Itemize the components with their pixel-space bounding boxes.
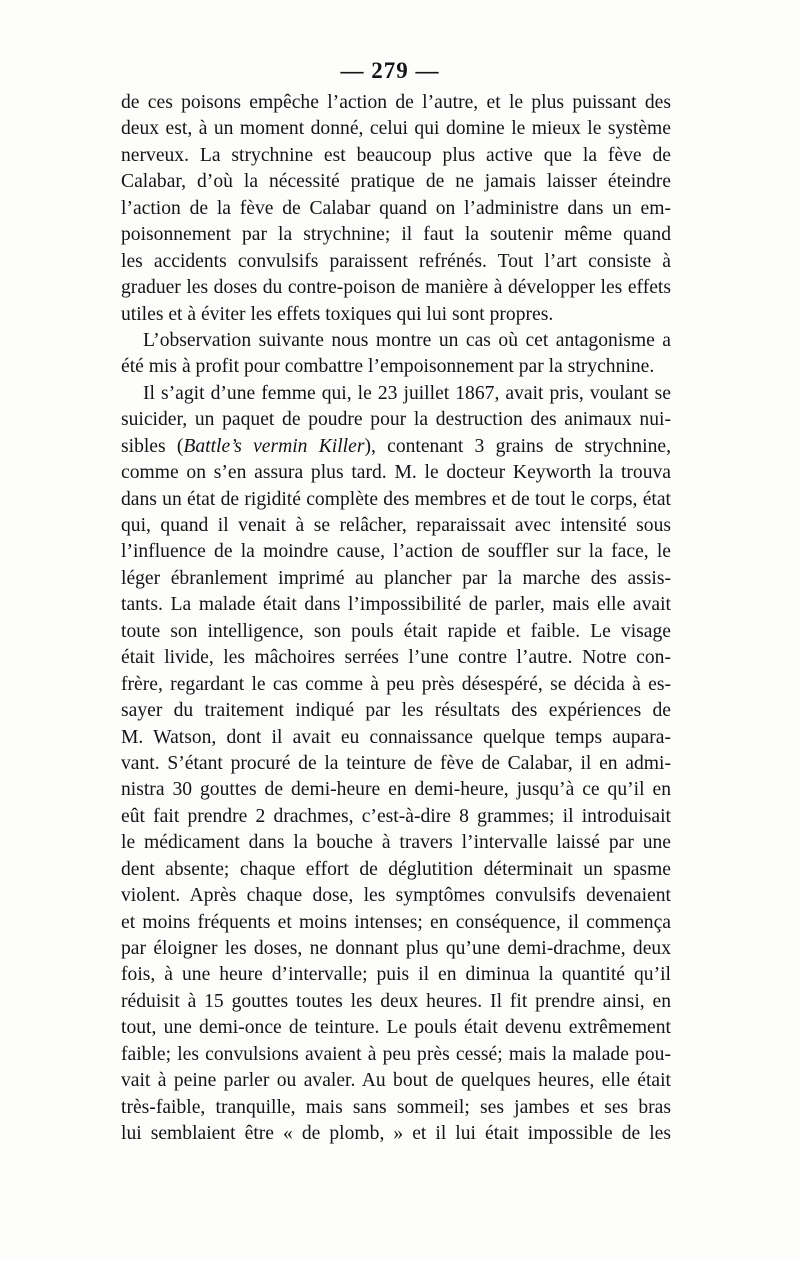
text-line: l’action de la fève de Calabar quand on l’administre dans un em-	[121, 197, 671, 219]
italic-title: Battle’s vermin Killer	[183, 435, 365, 457]
text-line: tout, une demi-once de teinture. Le pouls était devenu extrêmement	[121, 1017, 671, 1039]
text-line: l’influence de la moindre cause, l’action de souffler sur la face, le	[121, 541, 671, 563]
text-line: utiles et à éviter les effets toxiques qui lui sont propres.	[121, 303, 554, 325]
text-line: nistra 30 gouttes de demi-heure en demi-heure, jusqu’à ce qu’il en	[121, 779, 671, 801]
text-line: très-faible, tranquille, mais sans sommeil; ses jambes et ses bras	[121, 1096, 671, 1118]
text-line: et moins fréquents et moins intenses; en conséquence, il commença	[121, 911, 671, 933]
page-number: — 279 —	[340, 58, 440, 83]
text-line: faible; les convulsions avaient à peu près cessé; mais la malade pou-	[121, 1043, 671, 1065]
text-line: était livide, les mâchoires serrées l’une contre l’autre. Notre con-	[121, 647, 671, 669]
text-line: le médicament dans la bouche à travers l’intervalle laissé par une	[121, 832, 671, 854]
text-line: par éloigner les doses, ne donnant plus qu’une demi-drachme, deux	[121, 938, 671, 959]
text-line: dans un état de rigidité complète des membres et de tout le corps, état	[121, 488, 671, 510]
text-line: deux est, à un moment donné, celui qui domine le mieux le système	[121, 118, 671, 140]
body-text	[121, 90, 671, 1148]
text-line: toute son intelligence, son pouls était rapide et faible. Le visage	[121, 620, 671, 642]
text-line: Calabar, d’où la nécessité pratique de ne jamais laisser éteindre	[121, 171, 671, 193]
text-line: Il s’agit d’une femme qui, le 23 juillet 1867, avait pris, voulant se	[143, 382, 671, 404]
text-line: comme on s’en assura plus tard. M. le docteur Keyworth la trouva	[121, 462, 671, 484]
text-line: fois, à une heure d’intervalle; puis il en diminua la quantité qu’il	[121, 964, 671, 986]
text-line: vait à peine parler ou avaler. Au bout de quelques heures, elle était	[121, 1070, 671, 1092]
text-line: poisonnement par la strychnine; il faut la soutenir même quand	[121, 224, 671, 246]
text-line: L’observation suivante nous montre un cas où cet antagonisme a	[143, 329, 671, 351]
text-line: frère, regardant le cas comme à peu près désespéré, se décida à es-	[121, 673, 671, 695]
text-line: violent. Après chaque dose, les symptômes convulsifs devenaient	[121, 885, 671, 907]
text-line: léger ébranlement imprimé au plancher par la marche des assis-	[121, 567, 671, 589]
text-line: qui, quand il venait à se relâcher, reparaissait avec intensité sous	[121, 515, 671, 536]
text-line: été mis à profit pour combattre l’empoisonnement par la strychnine.	[121, 356, 655, 378]
text-line: tants. La malade était dans l’impossibilité de parler, mais elle avait	[121, 594, 671, 616]
text-line: de ces poisons empêche l’action de l’autre, et le plus puissant des	[121, 92, 671, 113]
text-line: eût fait prendre 2 drachmes, c’est-à-dire 8 grammes; il introduisait	[121, 805, 671, 827]
text-line: vant. S’étant procuré de la teinture de fève de Calabar, il en admi-	[121, 752, 671, 774]
text-line: lui semblaient être « de plomb, » et il lui était impossible de les	[121, 1123, 671, 1145]
text-line: graduer les doses du contre-poison de manière à développer les effets	[121, 277, 671, 299]
text-line: réduisit à 15 gouttes toutes les deux heures. Il fit prendre ainsi, en	[121, 990, 671, 1012]
text-line: dent absente; chaque effort de déglutition déterminait un spasme	[121, 858, 671, 880]
text-line: les accidents convulsifs paraissent refrénés. Tout l’art consiste à	[121, 250, 671, 272]
text-line: sibles (Battle’s vermin Killer), contenant 3 grains de strychnine,	[121, 435, 671, 457]
text-line: sayer du traitement indiqué par les résultats des expériences de	[121, 700, 671, 722]
text-line: nerveux. La strychnine est beaucoup plus active que la fève de	[121, 144, 671, 166]
text-line: suicider, un paquet de poudre pour la destruction des animaux nui-	[121, 409, 671, 431]
text-line: M. Watson, dont il avait eu connaissance quelque temps aupara-	[121, 726, 671, 748]
